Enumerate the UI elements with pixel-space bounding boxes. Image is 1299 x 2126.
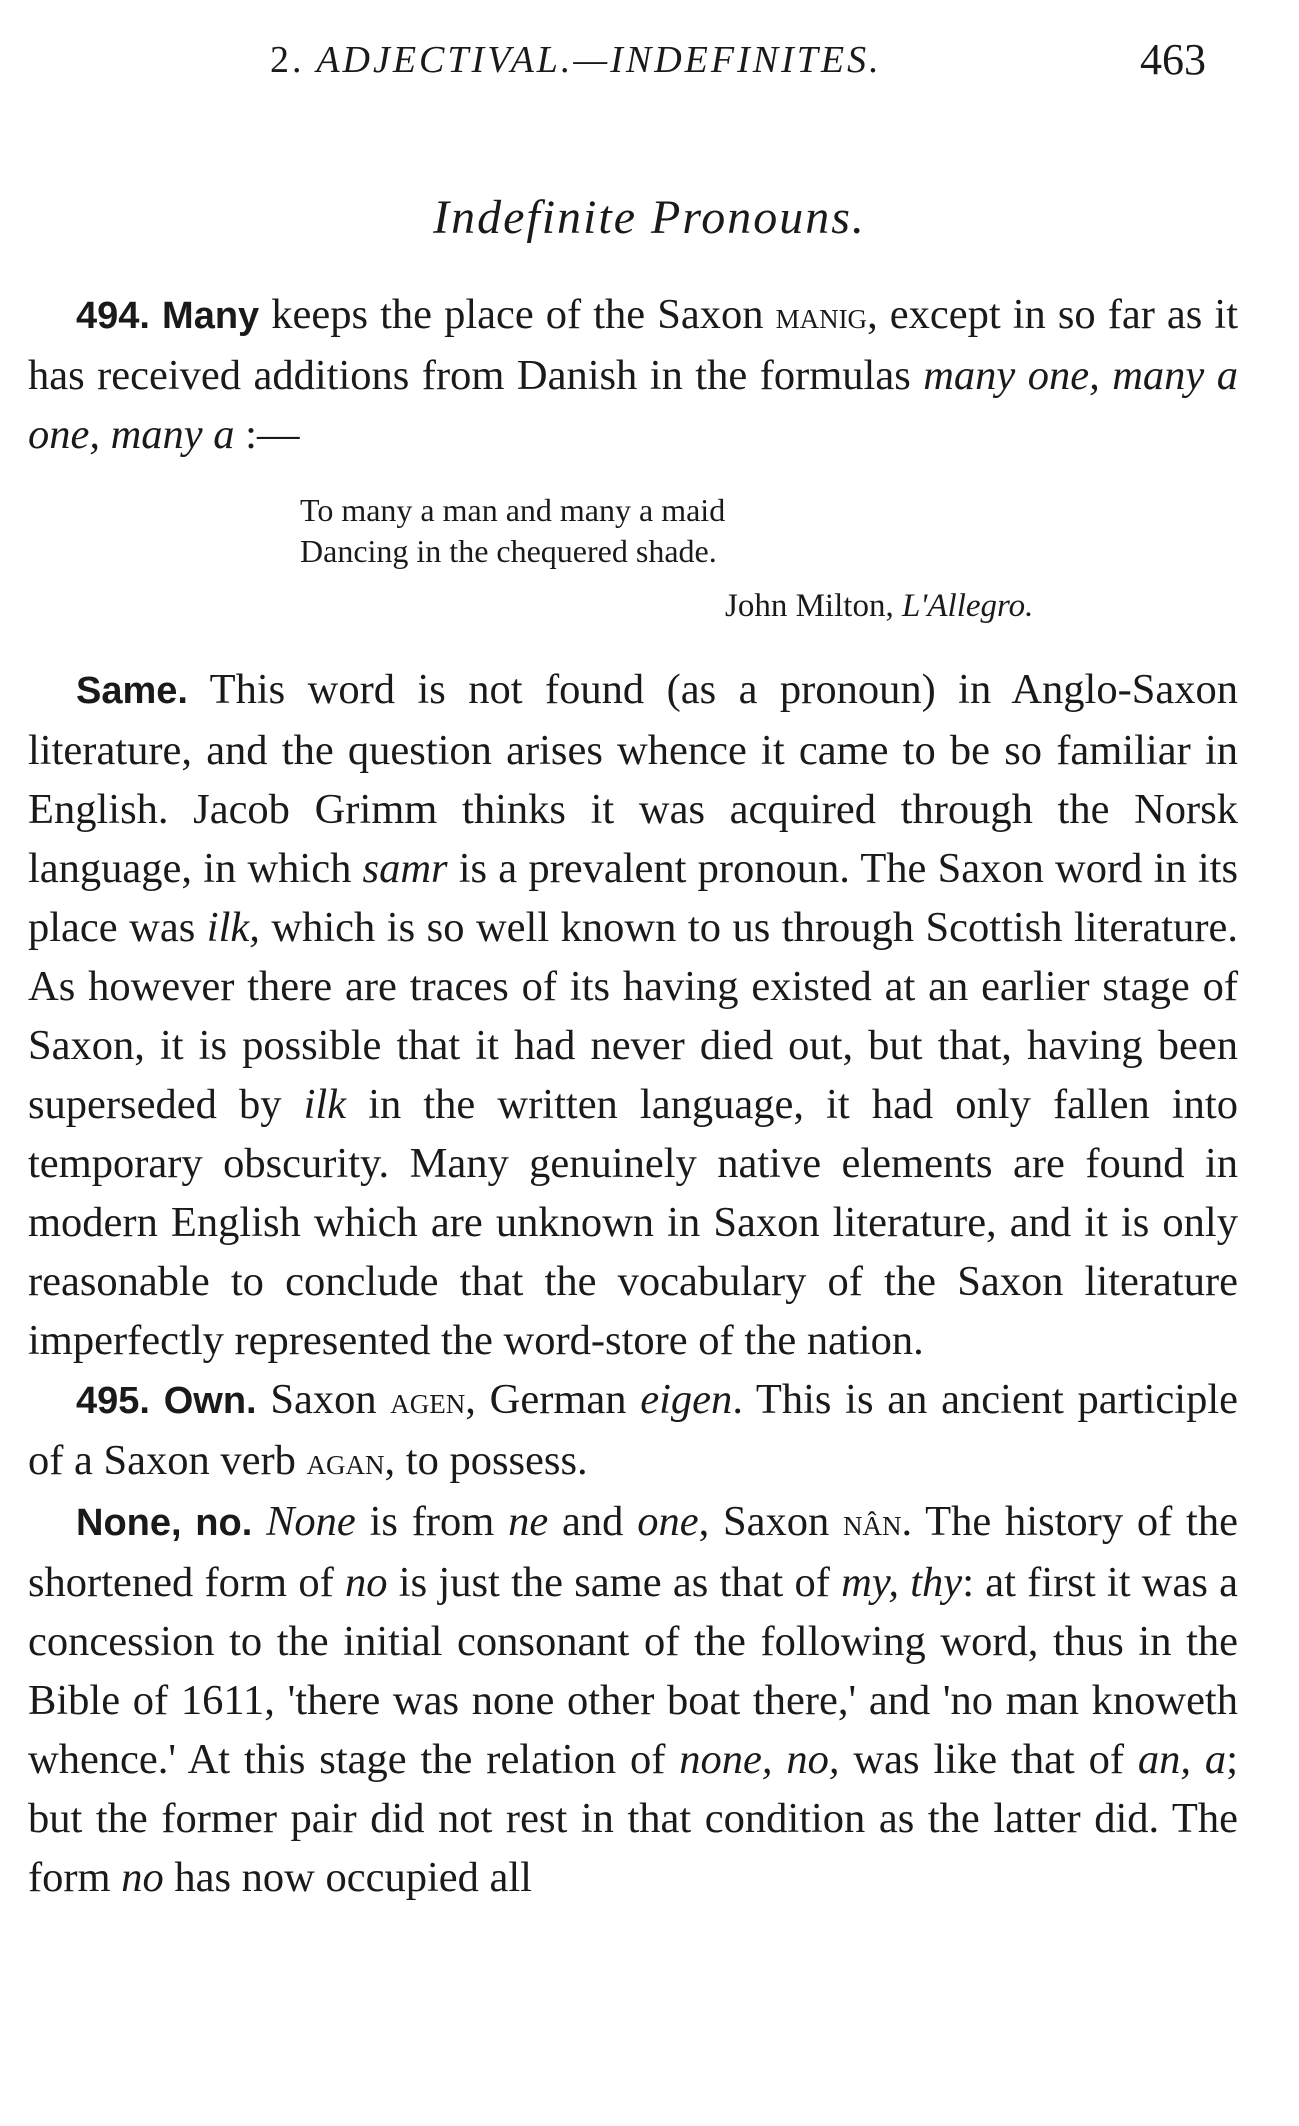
paragraphs-same-own-none [28, 660, 1238, 1907]
text-run: . This is an ancient participle of a Saxon verb [28, 1376, 1239, 1484]
italic-word: one [637, 1498, 699, 1545]
paragraph-same [28, 660, 1238, 1370]
text-run: in the written language, it had only fallen into temporary obscurity. Many genuinely native elements are found in modern English which are unknown in Saxon literature, and it is only reasonable to conclude that the vocabulary of the Saxon literature imperfectly represented the word-store of the nation. [28, 1081, 1238, 1364]
italic-word: eigen [640, 1376, 733, 1423]
text-run: , Saxon [698, 1498, 844, 1545]
text-run: ; but the former pair did not rest in that condition as the latter did. The form [28, 1736, 1238, 1901]
italic-word: an, a [1137, 1736, 1227, 1783]
small-caps-word: agen [390, 1380, 466, 1422]
italic-word: ne [508, 1498, 549, 1545]
text-run: : at first it was a concession to the initial consonant of the following word, thus in the Bible of 1611, 'there was none other boat there,' and 'no man knoweth whence.' At this stage the relation of [28, 1559, 1239, 1783]
text-run: is a prevalent pronoun. The Saxon word in its place was [28, 845, 1238, 951]
paragraph-494 [28, 285, 1238, 464]
text-run: . The history of the shortened form of [28, 1498, 1238, 1606]
paragraph-number: 494. [76, 295, 150, 337]
text-run: which is so well known to us through Scottish literature. As however there are traces of its having existed at an earlier stage of Saxon, it is possible that it had never died out, but that, having been superseded by [28, 904, 1239, 1128]
paragraph-number: 495. [76, 1380, 150, 1422]
text-run: :— [234, 411, 300, 458]
page-number: 463 [1140, 35, 1206, 84]
quotation-attribution [725, 588, 1033, 625]
small-caps-word: agan [306, 1441, 385, 1483]
section-number: 2. [270, 39, 305, 81]
text-run: is just the same as that of [387, 1559, 842, 1606]
small-caps-word: nân [843, 1502, 902, 1544]
italic-word: ilk, [206, 904, 260, 951]
text-run: , German [465, 1376, 641, 1423]
italic-word: no [345, 1559, 388, 1606]
verse-quotation [300, 490, 1160, 572]
italic-word: no [121, 1854, 164, 1901]
text-run: has now occupied all [163, 1854, 532, 1901]
running-title [270, 38, 882, 82]
paragraph-none-no [28, 1492, 1238, 1907]
italic-word: None [266, 1498, 356, 1545]
lemma-own: Own. [163, 1380, 257, 1422]
italic-word: my, thy [841, 1559, 963, 1606]
verse-line-2: Dancing in the chequered shade. [300, 533, 717, 569]
italic-word: none, no, [679, 1736, 840, 1783]
italic-word: samr [362, 845, 448, 892]
lemma-none-no: None, no. [76, 1502, 253, 1544]
attribution-author: John Milton, [725, 588, 902, 624]
lemma-same: Same. [76, 670, 188, 712]
text-run: is from [355, 1498, 509, 1545]
text-run: was like that of [839, 1736, 1138, 1783]
formulas: many one, many a one, many a [28, 352, 1238, 458]
running-title-text: ADJECTIVAL.—INDEFINITES. [316, 39, 882, 81]
saxon-word-manig: manig [775, 295, 868, 337]
lemma-many: Many [162, 295, 260, 337]
text-run: , except in so far as it has received additions from Danish in the formulas [28, 291, 1239, 399]
text-run: This word is not found (as a pronoun) in Anglo-Saxon literature, and the question arises whence it came to be so familiar in English. Jacob Grimm thinks it was acquired through the Norsk language, in which [28, 666, 1238, 892]
text-run: Saxon [256, 1376, 391, 1423]
section-heading: Indefinite Pronouns. [433, 191, 866, 244]
text-run: , to possess. [384, 1437, 588, 1484]
paragraph-495 [28, 1370, 1238, 1492]
verse-line-1: To many a man and many a maid [300, 492, 726, 528]
running-head [0, 28, 1299, 98]
text-run: and [548, 1498, 638, 1545]
attribution-work: L'Allegro. [901, 588, 1034, 624]
text-run: keeps the place of the Saxon [259, 291, 776, 338]
paragraph-494-text [28, 285, 1238, 464]
italic-word: ilk [303, 1081, 347, 1128]
